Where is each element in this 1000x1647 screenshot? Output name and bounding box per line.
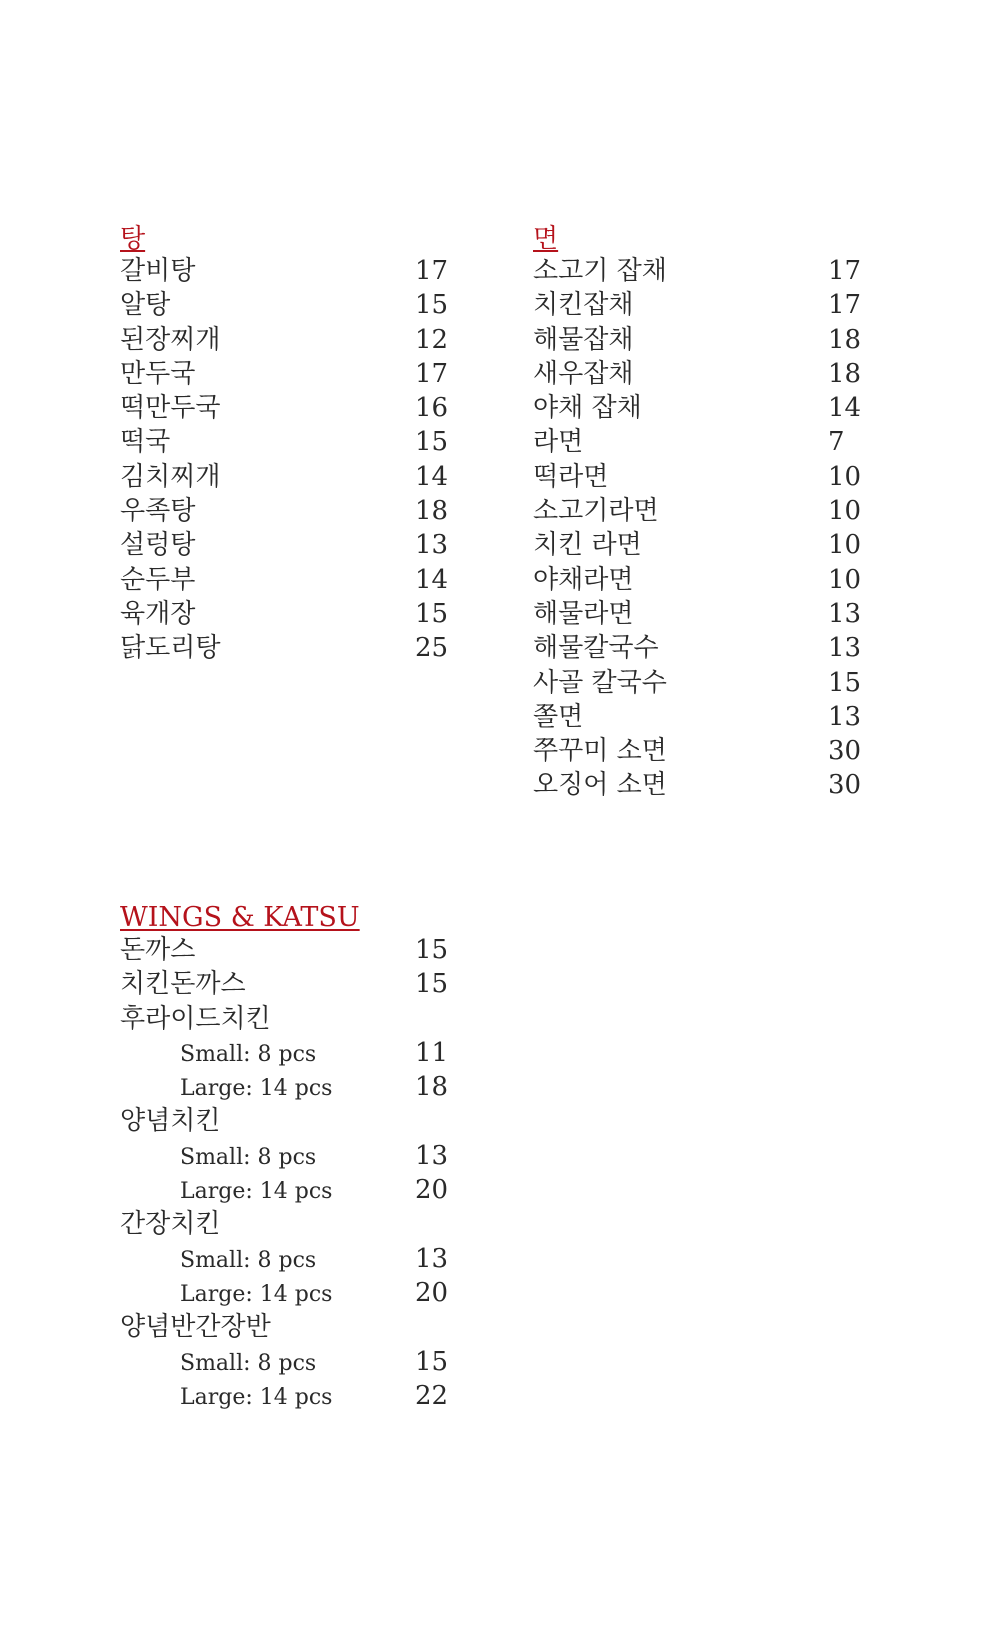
menu-item-name: 간장치킨 xyxy=(120,1209,221,1240)
menu-item-price: 18 xyxy=(415,496,449,527)
menu-item-name: 오징어 소면 xyxy=(533,770,667,801)
menu-item-name: Large: 14 pcs xyxy=(180,1179,333,1205)
menu-item-price: 15 xyxy=(415,427,449,458)
menu-sub-item xyxy=(120,1173,449,1207)
menu-item-name: 된장찌개 xyxy=(120,324,221,355)
menu-sub-item xyxy=(120,1276,449,1310)
section-myeon xyxy=(533,224,862,803)
menu-item-price: 10 xyxy=(828,530,862,561)
menu-item xyxy=(120,597,449,631)
menu-item-price: 30 xyxy=(828,770,862,801)
menu-sub-item xyxy=(120,1070,449,1104)
menu-item xyxy=(533,700,862,734)
menu-item-name: 쭈꾸미 소면 xyxy=(533,736,667,767)
menu-item xyxy=(120,254,449,288)
menu-item-price: 13 xyxy=(415,1140,449,1171)
menu-item xyxy=(120,323,449,357)
menu-item xyxy=(120,967,449,1001)
menu-item-name: 닭도리탕 xyxy=(120,633,221,664)
menu-item-name: Small: 8 pcs xyxy=(180,1247,317,1273)
menu-item xyxy=(533,734,862,768)
section-wings-katsu xyxy=(120,902,449,1413)
menu-item-price: 25 xyxy=(415,633,449,664)
section-tang xyxy=(120,224,449,666)
menu-item-name: 해물라면 xyxy=(533,598,634,629)
menu-item-name: 소고기 잡채 xyxy=(533,256,667,286)
menu-item-price: 15 xyxy=(415,290,449,321)
menu-item-price: 13 xyxy=(828,633,862,664)
menu-item xyxy=(533,768,862,802)
menu-item-price: 13 xyxy=(415,530,449,561)
menu-item-price: 22 xyxy=(415,1380,449,1411)
menu-item-price: 14 xyxy=(828,393,862,424)
menu-sub-item xyxy=(120,1139,449,1173)
menu-item xyxy=(533,391,862,425)
menu-item-name: 김치찌개 xyxy=(120,461,221,492)
section-title-myeon: 면 xyxy=(533,224,559,254)
menu-item xyxy=(533,631,862,665)
menu-item-name: 양념반간장반 xyxy=(120,1312,271,1343)
menu-item-name: 갈비탕 xyxy=(120,256,196,286)
menu-item-price: 15 xyxy=(828,667,862,698)
menu-item-price: 12 xyxy=(415,324,449,355)
menu-item-name: 사골 칼국수 xyxy=(533,667,667,698)
menu-item-price: 13 xyxy=(828,598,862,629)
menu-item-price: 11 xyxy=(415,1037,449,1068)
menu-list-myeon xyxy=(533,254,862,803)
menu-item-price: 17 xyxy=(415,256,449,286)
menu-item xyxy=(120,494,449,528)
menu-item xyxy=(533,494,862,528)
menu-item-name: Large: 14 pcs xyxy=(180,1281,333,1307)
menu-item-price: 18 xyxy=(828,358,862,389)
menu-item xyxy=(120,1104,360,1138)
menu-item-price: 10 xyxy=(828,496,862,527)
menu-item-price: 16 xyxy=(415,393,449,424)
menu-item-name: 설렁탕 xyxy=(120,530,196,561)
menu-item xyxy=(120,528,449,562)
menu-item-name: Large: 14 pcs xyxy=(180,1076,333,1102)
menu-sub-item xyxy=(120,1345,449,1379)
menu-item xyxy=(533,323,862,357)
section-title-tang: 탕 xyxy=(120,224,146,254)
menu-item xyxy=(533,528,862,562)
menu-item-price: 15 xyxy=(415,935,449,965)
menu-item xyxy=(120,1002,360,1036)
menu-item-name: 치킨돈까스 xyxy=(120,969,246,1000)
menu-item-name: Small: 8 pcs xyxy=(180,1041,317,1067)
menu-item xyxy=(120,631,449,665)
menu-sub-item xyxy=(120,1379,449,1413)
menu-item xyxy=(120,288,449,322)
menu-item-name: Large: 14 pcs xyxy=(180,1384,333,1410)
menu-item-price: 15 xyxy=(415,1346,449,1377)
menu-sub-item xyxy=(120,1242,449,1276)
menu-item-price: 17 xyxy=(415,358,449,389)
menu-item-name: 만두국 xyxy=(120,358,196,389)
menu-item-name: Small: 8 pcs xyxy=(180,1144,317,1170)
menu-item-name: 후라이드치킨 xyxy=(120,1003,271,1034)
menu-item-price: 14 xyxy=(415,461,449,492)
menu-item-name: 떡만두국 xyxy=(120,393,221,424)
menu-item xyxy=(533,425,845,459)
menu-item-price: 13 xyxy=(828,701,862,732)
menu-item-price: 15 xyxy=(415,969,449,1000)
menu-item-name: 야채 잡채 xyxy=(533,393,642,424)
menu-item-price: 15 xyxy=(415,598,449,629)
menu-item-name: 돈까스 xyxy=(120,935,196,965)
menu-item-price: 20 xyxy=(415,1277,449,1308)
menu-sub-item xyxy=(120,1036,449,1070)
menu-item-name: 우족탕 xyxy=(120,496,196,527)
menu-item xyxy=(120,460,449,494)
menu-item-name: Small: 8 pcs xyxy=(180,1350,317,1376)
menu-item-price: 7 xyxy=(828,427,845,458)
menu-item-price: 13 xyxy=(415,1243,449,1274)
menu-item-name: 치킨 라면 xyxy=(533,530,642,561)
menu-item-price: 20 xyxy=(415,1175,449,1206)
menu-item-name: 육개장 xyxy=(120,598,196,629)
menu-item xyxy=(533,288,862,322)
menu-item-price: 30 xyxy=(828,736,862,767)
menu-item-name: 떡국 xyxy=(120,427,171,458)
menu-item-name: 라면 xyxy=(533,427,584,458)
menu-list-tang xyxy=(120,254,449,666)
menu-item xyxy=(533,357,862,391)
menu-item xyxy=(120,563,449,597)
menu-item-name: 소고기라면 xyxy=(533,496,659,527)
menu-item xyxy=(533,563,862,597)
menu-item xyxy=(533,254,862,288)
menu-item-name: 떡라면 xyxy=(533,461,609,492)
menu-item-name: 알탕 xyxy=(120,290,171,321)
menu-item-name: 치킨잡채 xyxy=(533,290,634,321)
section-title-wings-katsu: WINGS & KATSU xyxy=(120,902,360,933)
menu-list-wings-katsu xyxy=(120,933,449,1413)
menu-item xyxy=(120,933,449,967)
menu-item xyxy=(120,1310,360,1344)
menu-item-price: 18 xyxy=(415,1072,449,1103)
menu-item-price: 18 xyxy=(828,324,862,355)
menu-item-name: 쫄면 xyxy=(533,701,584,732)
menu-item xyxy=(120,357,449,391)
menu-item-name: 양념치킨 xyxy=(120,1106,221,1137)
menu-item xyxy=(120,425,449,459)
menu-item-price: 17 xyxy=(828,256,862,286)
menu-item xyxy=(120,391,449,425)
menu-item xyxy=(533,460,862,494)
menu-item-price: 17 xyxy=(828,290,862,321)
menu-item-price: 10 xyxy=(828,461,862,492)
menu-item-price: 10 xyxy=(828,564,862,595)
menu-item xyxy=(533,597,862,631)
menu-item xyxy=(120,1207,360,1241)
menu-item-name: 야채라면 xyxy=(533,564,634,595)
menu-item-name: 해물칼국수 xyxy=(533,633,659,664)
menu-item xyxy=(533,666,862,700)
menu-item-name: 새우잡채 xyxy=(533,358,634,389)
menu-item-name: 해물잡채 xyxy=(533,324,634,355)
menu-item-name: 순두부 xyxy=(120,564,196,595)
menu-item-price: 14 xyxy=(415,564,449,595)
